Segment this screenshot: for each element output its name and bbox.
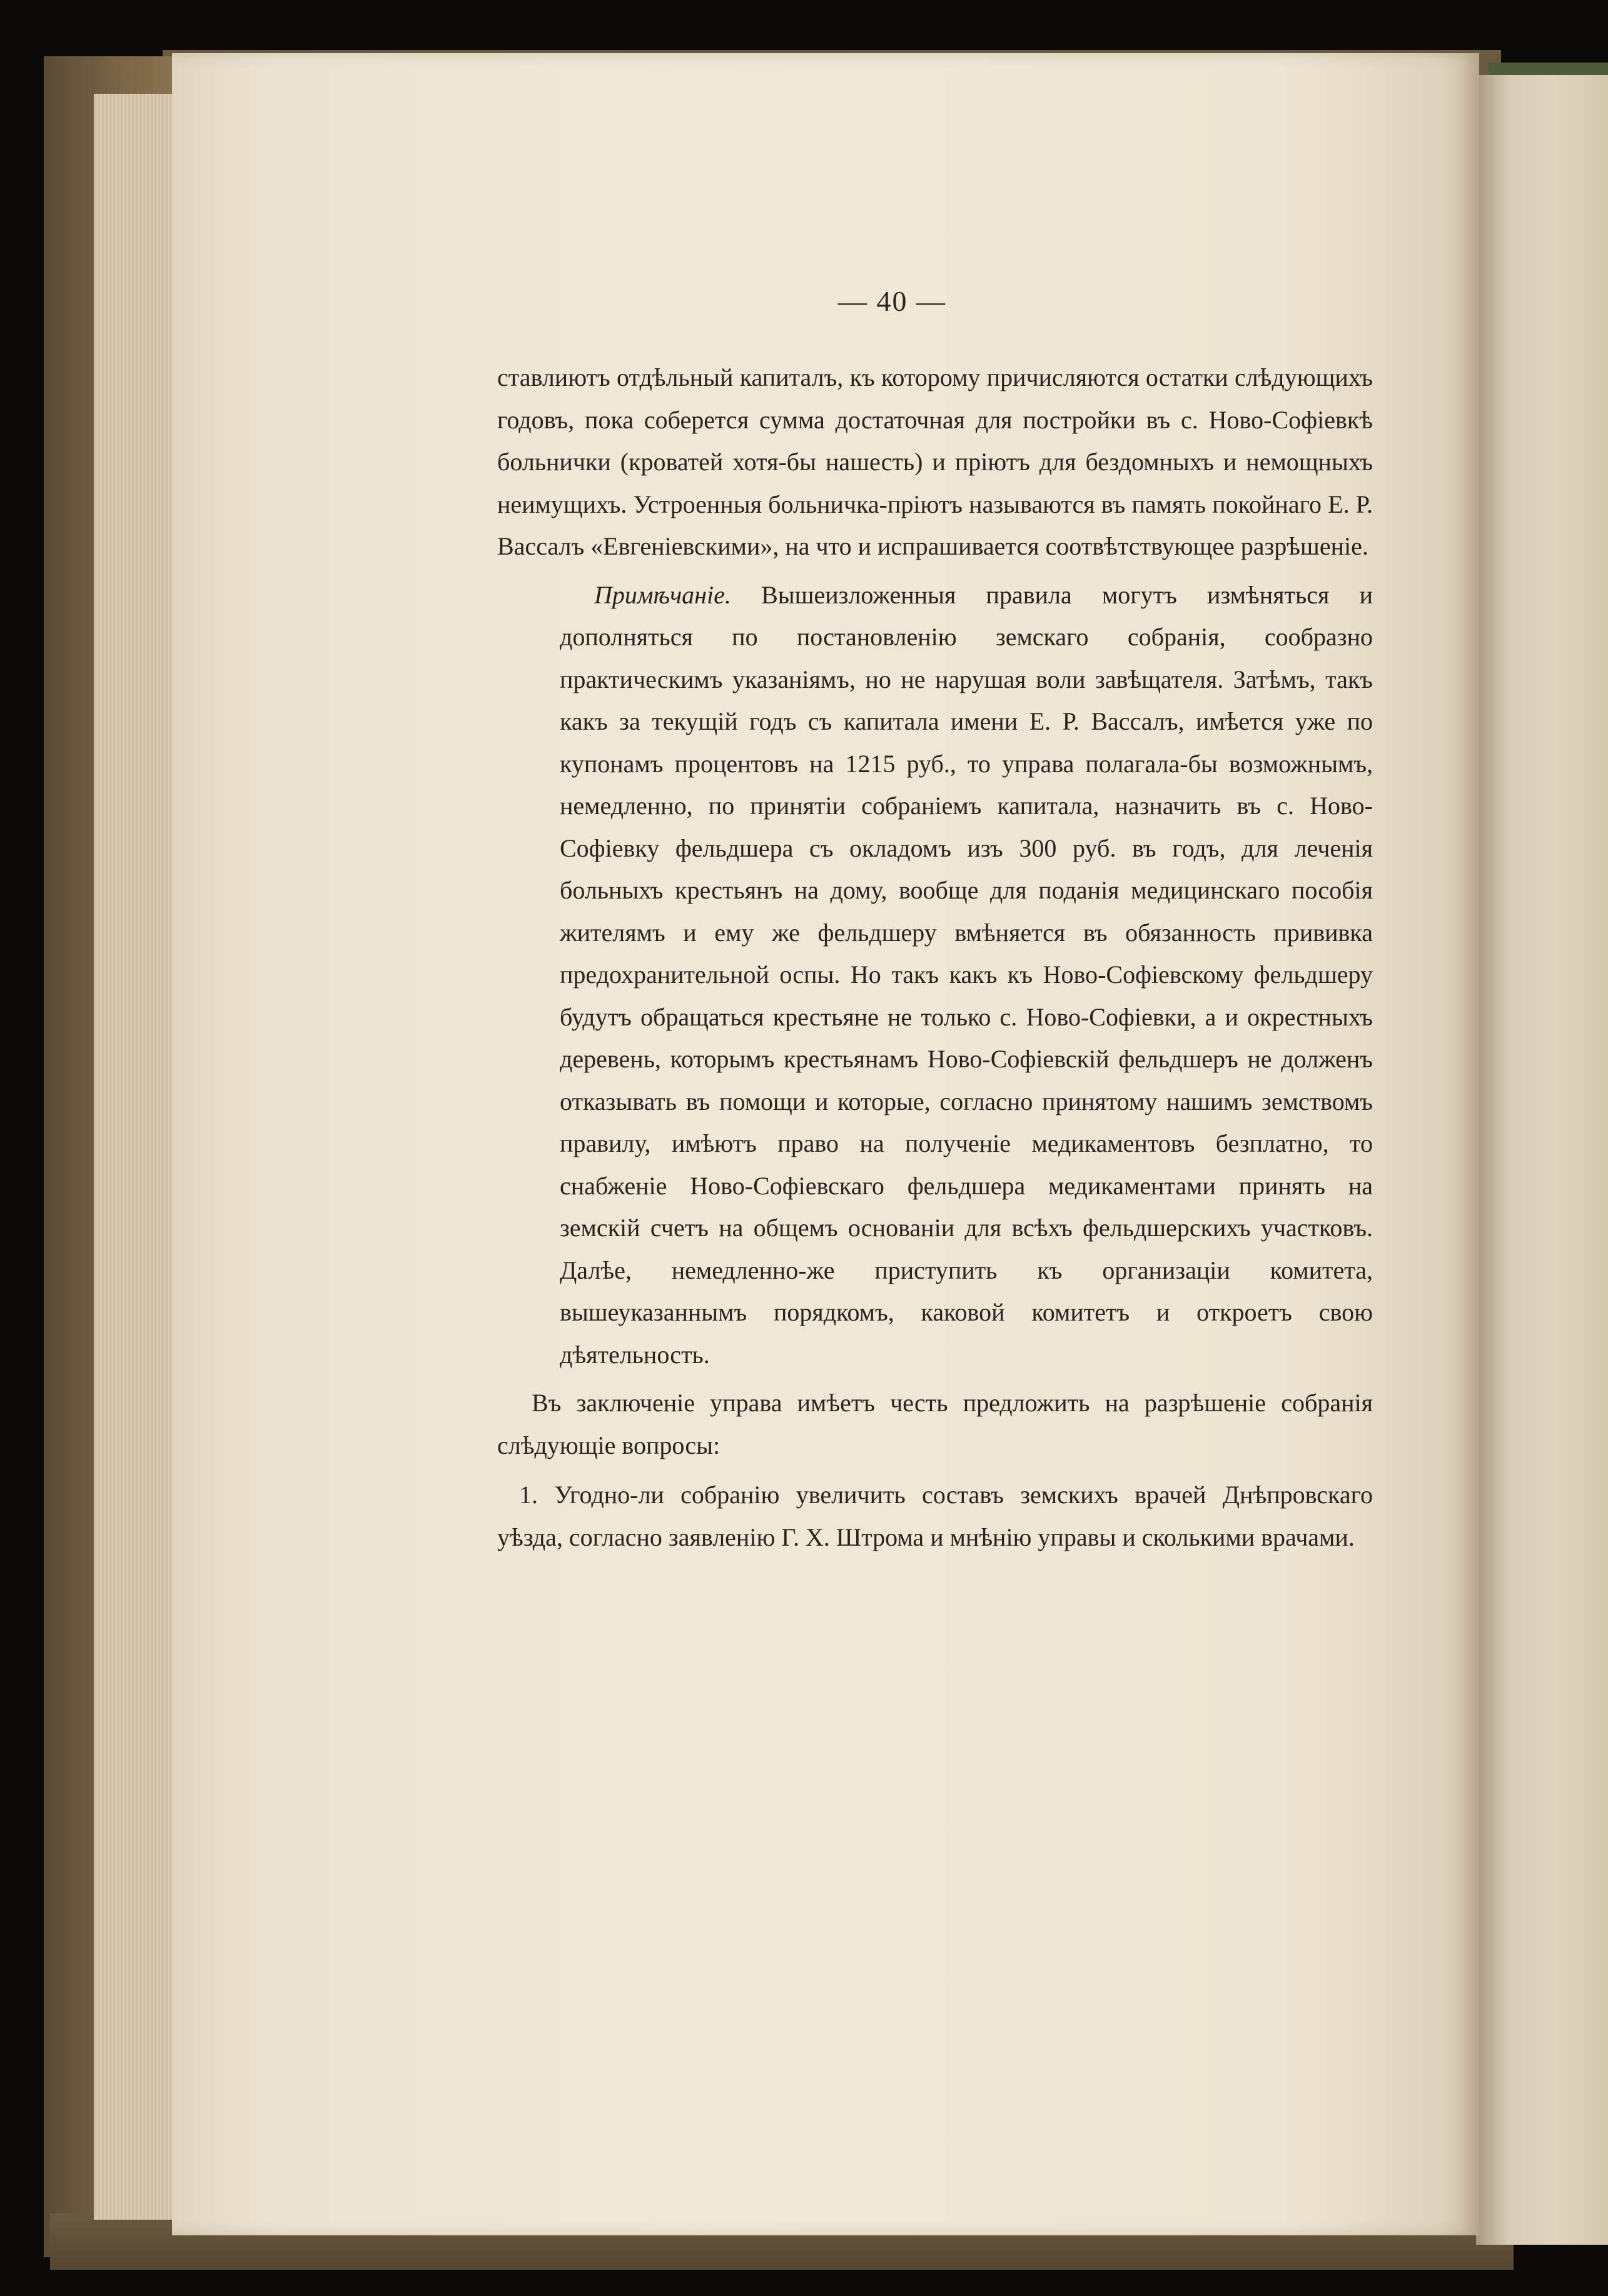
note-block	[497, 574, 1373, 1376]
note-body: Вышеизложенныя правила могутъ измѣняться и дополняться по постановленію земскаго собранія, сообразно практическимъ указаніямъ, но не нарушая воли завѣщателя. Затѣмъ, такъ какъ за текущій годъ съ капитала имени Е. Р. Вассалъ, имѣется уже по купонамъ процентовъ на 1215 руб., то управа полагала-бы возможнымъ, немедленно, по принятіи собраніемъ капитала, назначить въ с. Ново-Софіевку фельдшера съ окладомъ изъ 300 руб. въ годъ, для леченія больныхъ крестьянъ на дому, вообще для поданія медицинскаго пособія жителямъ и ему же фельдшеру вмѣняется въ обязанность прививка предохранительной оспы. Но такъ какъ къ Ново-Софіевскому фельдшеру будутъ обращаться крестьяне не только с. Ново-Софіевки, а и окрестныхъ деревень, которымъ крестьянамъ Ново-Софіевскій фельдшеръ не долженъ отказывать въ помощи и которые, согласно принятому нашимъ земствомъ правилу, имѣютъ право на полученіе медикаментовъ безплатно, то снабженіе Ново-Софіевскаго фельдшера медикаментами принять на земскій счетъ на общемъ основаніи для всѣхъ фельдшерскихъ участковъ. Далѣе, немедленно-же приступить къ организаціи комитета, вышеуказаннымъ порядкомъ, каковой комитетъ и откроетъ свою дѣятельность.	[560, 580, 1373, 1369]
page-text	[497, 356, 1373, 1558]
paragraph-question-1: 1. Угодно-ли собранію увеличить составъ земскихъ врачей Днѣпровскаго уѣзда, согласно заявленію Г. Х. Штрома и мнѣнію управы и сколькими врачами.	[497, 1481, 1373, 1551]
note-heading: Примѣчаніе.	[594, 580, 731, 609]
page-edges	[94, 94, 181, 2220]
next-page-edge	[1476, 75, 1608, 2245]
paragraph-note	[560, 574, 1373, 1376]
paragraph-conclusion: Въ заключеніе управа имѣетъ честь предложить на разрѣшеніе собранія слѣдующіе вопросы:	[497, 1389, 1373, 1459]
paragraph-continuation: ставлиютъ отдѣльный капиталъ, къ которому причисляются остатки слѣдующихъ годовъ, пока соберется сумма достаточная для постройки въ с. Ново-Софіевкѣ больнички (кроватей хотя-бы нашесть) и пріютъ для бездомныхъ и немощныхъ неимущихъ. Устроенныя больничка-пріютъ называются въ память покойнаго Е. Р. Вассалъ «Евгеніевскими», на что и испрашивается соотвѣтствующее разрѣшеніе.	[497, 363, 1373, 560]
page-number: — 40 —	[838, 285, 946, 317]
